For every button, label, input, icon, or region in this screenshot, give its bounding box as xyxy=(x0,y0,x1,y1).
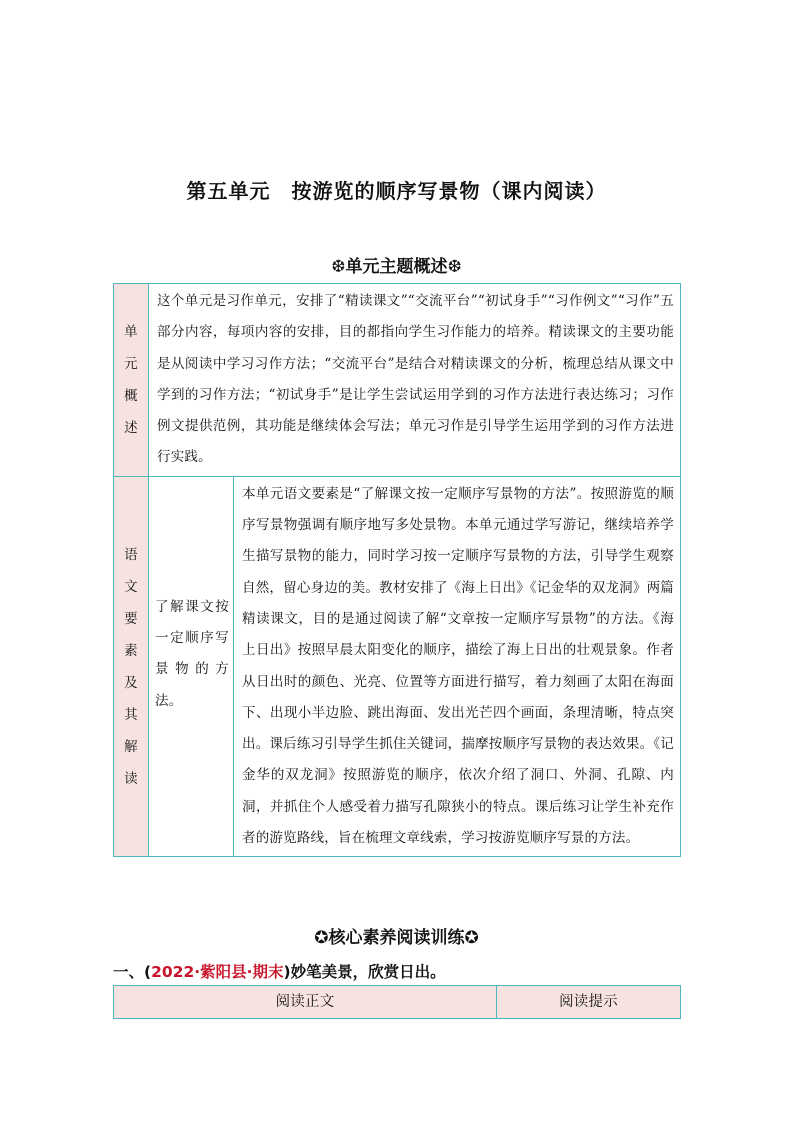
reading-table xyxy=(113,985,681,1019)
elements-row xyxy=(114,476,681,857)
overview-header-cell xyxy=(114,284,149,477)
question-source: 2022·紫阳县·期末 xyxy=(151,963,284,981)
reading-body-header: 阅读正文 xyxy=(114,986,497,1019)
page-title: 第五单元 按游览的顺序写景物（课内阅读） xyxy=(186,179,607,203)
header-char: 素 xyxy=(124,642,138,659)
question-title xyxy=(113,960,446,982)
header-char: 其 xyxy=(124,706,138,723)
header-char: 述 xyxy=(124,419,138,436)
header-char: 文 xyxy=(124,578,138,595)
element-cell: 了解课文按一定顺序写景物的方法。 xyxy=(149,476,234,857)
section-heading-overview: ❆单元主题概述❆ xyxy=(331,257,462,277)
element-interpretation: 本单元语文要素是“了解课文按一定顺序写景物的方法”。按照游览的顺序写景物强调有顺序地写多处景物。本单元通过学写游记，继续培养学生描写景物的能力，同时学习按一定顺序写景物的方法，引导学生观察自然，留心身边的美。教材安排了《海上日出》《记金华的双龙洞》两篇精读课文，目的是通过阅读了解“文章按一定顺序写景物”的方法。《海上日出》按照早晨太阳变化的顺序，描绘了海上日出的壮观景象。作者从日出时的颜色、光亮、位置等方面进行描写，着力刻画了太阳在海面下、出现小半边脸、跳出海面、发出光芒四个画面，条理清晰，特点突出。课后练习引导学生抓住关键词，揣摩按顺序写景物的表达效果。《记金华的双龙洞》按照游览的顺序，依次介绍了洞口、外洞、孔隙、内洞，并抓住个人感受着力描写孔隙狭小的特点。课后练习让学生补充作者的游览路线，旨在梳理文章线索，学习按游览顺序写景的方法。 xyxy=(234,476,681,857)
header-char: 单 xyxy=(124,323,138,340)
header-char: 及 xyxy=(124,674,138,691)
reading-hint-header: 阅读提示 xyxy=(497,986,681,1019)
section-heading-training: ✪核心素养阅读训练✪ xyxy=(314,928,479,948)
overview-row xyxy=(114,284,681,477)
question-prefix: 一、( xyxy=(113,963,152,981)
header-char: 概 xyxy=(124,387,138,404)
header-char: 语 xyxy=(124,546,138,563)
unit-overview-table xyxy=(113,283,681,857)
reading-table-header xyxy=(114,986,681,1019)
header-char: 元 xyxy=(124,355,138,372)
header-char: 读 xyxy=(124,770,138,787)
overview-text: 这个单元是习作单元，安排了“精读课文”“交流平台”“初试身手”“习作例文”“习作”五部分内容，每项内容的安排，目的都指向学生习作能力的培养。精读课文的主要功能是从阅读中学习习作方法；“交流平台”是结合对精读课文的分析，梳理总结从课文中学到的习作方法；“初试身手”是让学生尝试运用学到的习作方法进行表达练习；习作例文提供范例，其功能是继续体会写法；单元习作是引导学生运用学到的习作方法进行实践。 xyxy=(149,284,681,477)
header-char: 要 xyxy=(124,610,138,627)
elements-header-cell xyxy=(114,476,149,857)
header-char: 解 xyxy=(124,738,138,755)
question-text: )妙笔美景，欣赏日出。 xyxy=(283,963,446,981)
